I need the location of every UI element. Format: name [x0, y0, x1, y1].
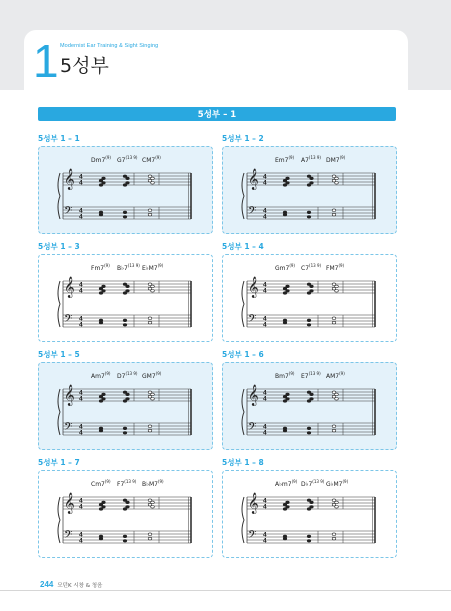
note-head	[123, 211, 127, 214]
chord-extension: (13 9)	[124, 479, 137, 484]
note-head	[307, 319, 311, 322]
note-head	[332, 429, 336, 432]
note-head	[286, 501, 290, 504]
grand-staff	[223, 471, 396, 557]
note-head	[310, 182, 314, 185]
time-signature-top: 4	[79, 389, 83, 397]
note-head	[307, 211, 311, 214]
chord-root: A7	[301, 157, 309, 164]
note-head	[123, 283, 127, 286]
note-head	[148, 283, 152, 286]
treble-clef: 𝄞	[64, 385, 75, 406]
time-signature-bottom: 4	[263, 287, 267, 295]
brace	[58, 281, 60, 327]
time-signature-bottom: 4	[79, 537, 83, 545]
exercise-label: 5성부 1 – 6	[222, 350, 264, 359]
note-head	[148, 425, 152, 428]
brace	[242, 173, 244, 219]
time-signature-bottom: 4	[263, 503, 267, 511]
time-signature-top: 4	[263, 281, 267, 289]
time-signature-bottom: 4	[263, 321, 267, 329]
chord-extension: (13 9)	[309, 263, 322, 268]
chord-extension: (9)	[104, 479, 111, 484]
note-head	[123, 535, 127, 538]
time-signature-top: 4	[79, 315, 83, 323]
chord-extension: (9)	[157, 479, 164, 484]
chapter-number: 1	[33, 35, 59, 87]
time-signature-bottom: 4	[263, 537, 267, 545]
note-head	[148, 175, 152, 178]
bass-clef: 𝄢	[248, 205, 257, 220]
treble-clef: 𝄞	[248, 277, 259, 298]
note-head	[283, 211, 287, 214]
time-signature-top: 4	[79, 497, 83, 505]
note-head	[307, 535, 311, 538]
chord-extension: (9)	[339, 155, 346, 160]
treble-clef: 𝄞	[64, 493, 75, 514]
treble-clef: 𝄞	[64, 169, 75, 190]
note-head	[307, 427, 311, 430]
footer-divider	[0, 590, 451, 591]
note-head	[123, 499, 127, 502]
treble-clef: 𝄞	[248, 169, 259, 190]
note-head	[332, 425, 336, 428]
time-signature-top: 4	[79, 207, 83, 215]
exercise-box	[38, 254, 213, 342]
exercise-label: 5성부 1 – 4	[222, 242, 264, 251]
note-head	[148, 537, 152, 540]
time-signature-bottom: 4	[263, 395, 267, 403]
note-head	[126, 182, 130, 185]
exercise-label: 5성부 1 – 8	[222, 458, 264, 467]
page-number: 244	[40, 580, 54, 589]
chord-root: G7	[117, 157, 126, 164]
grand-staff	[39, 255, 212, 341]
time-signature-top: 4	[79, 173, 83, 181]
note-head	[148, 391, 152, 394]
brace	[58, 389, 60, 435]
bass-clef: 𝄢	[64, 529, 73, 544]
note-head	[307, 175, 311, 178]
grand-staff	[39, 471, 212, 557]
treble-clef: 𝄞	[64, 277, 75, 298]
chord-root: CM7	[142, 157, 156, 164]
note-head	[148, 209, 152, 212]
chord-extension: (9)	[342, 479, 349, 484]
chord-extension: (9)	[155, 371, 162, 376]
note-head	[123, 216, 127, 219]
time-signature-top: 4	[79, 423, 83, 431]
chord-extension: (9)	[338, 263, 345, 268]
chord-root: E7	[301, 373, 309, 380]
exercise-label: 5성부 1 – 2	[222, 134, 264, 143]
note-head	[332, 533, 336, 536]
grand-staff	[223, 363, 396, 449]
bass-clef: 𝄢	[64, 205, 73, 220]
note-head	[332, 175, 336, 178]
note-head	[307, 499, 311, 502]
time-signature-top: 4	[79, 531, 83, 539]
bass-clef: 𝄢	[248, 529, 257, 544]
note-head	[123, 540, 127, 543]
chord-root: G♭M7	[326, 481, 343, 488]
header-subtitle: Modernist Ear Training & Sight Singing	[60, 43, 159, 49]
chord-extension: (13 9)	[125, 155, 138, 160]
time-signature-bottom: 4	[79, 503, 83, 511]
chord-root: FM7	[326, 265, 339, 272]
note-head	[102, 393, 106, 396]
note-head	[102, 177, 106, 180]
note-head	[310, 506, 314, 509]
chord-root: Fm7	[91, 265, 105, 272]
note-head	[123, 391, 127, 394]
note-head	[332, 209, 336, 212]
note-head	[148, 499, 152, 502]
note-head	[99, 427, 103, 430]
chord-root: C7	[301, 265, 310, 272]
note-head	[99, 535, 103, 538]
chord-root: Bm7	[275, 373, 289, 380]
grand-staff	[39, 363, 212, 449]
note-head	[286, 177, 290, 180]
chord-extension: (13 9)	[127, 263, 140, 268]
time-signature-top: 4	[79, 281, 83, 289]
exercise-box	[38, 146, 213, 234]
chord-root: GM7	[142, 373, 156, 380]
note-head	[307, 324, 311, 327]
note-head	[148, 317, 152, 320]
grand-staff	[223, 147, 396, 233]
note-head	[123, 432, 127, 435]
time-signature-top: 4	[263, 173, 267, 181]
bass-clef: 𝄢	[64, 421, 73, 436]
exercise-box	[222, 146, 397, 234]
section-title-bar	[38, 107, 396, 121]
time-signature-bottom: 4	[263, 179, 267, 187]
time-signature-top: 4	[263, 497, 267, 505]
chord-extension: (9)	[104, 263, 110, 268]
note-head	[307, 283, 311, 286]
time-signature-top: 4	[263, 423, 267, 431]
brace	[242, 497, 244, 543]
chord-root: AM7	[326, 373, 340, 380]
chord-extension: (9)	[157, 263, 164, 268]
note-head	[307, 391, 311, 394]
note-head	[123, 427, 127, 430]
exercise-box	[222, 362, 397, 450]
page-title: 5성부	[60, 55, 109, 77]
exercise-box	[38, 362, 213, 450]
note-head	[283, 319, 287, 322]
chord-root: Gm7	[275, 265, 290, 272]
exercise-box	[222, 470, 397, 558]
note-head	[310, 290, 314, 293]
note-head	[332, 321, 336, 324]
brace	[58, 173, 60, 219]
note-head	[307, 432, 311, 435]
time-signature-bottom: 4	[79, 321, 83, 329]
chord-extension: (9)	[288, 155, 295, 160]
time-signature-bottom: 4	[263, 213, 267, 221]
footer	[40, 580, 102, 589]
grand-staff	[223, 255, 396, 341]
chord-extension: (9)	[288, 371, 295, 376]
note-head	[332, 317, 336, 320]
note-head	[332, 499, 336, 502]
chord-extension: (9)	[291, 479, 298, 484]
brace	[242, 389, 244, 435]
chord-extension: (13 9)	[312, 479, 325, 484]
note-head	[123, 319, 127, 322]
note-head	[123, 324, 127, 327]
note-head	[286, 285, 290, 288]
exercise-box	[38, 470, 213, 558]
note-head	[99, 319, 103, 322]
chord-root: D♭7	[301, 481, 313, 488]
brace	[58, 497, 60, 543]
note-head	[332, 391, 336, 394]
chord-root: DM7	[326, 157, 340, 164]
time-signature-top: 4	[263, 315, 267, 323]
chord-root: Em7	[275, 157, 289, 164]
note-head	[307, 540, 311, 543]
note-head	[99, 211, 103, 214]
exercise-label: 5성부 1 – 7	[38, 458, 80, 467]
note-head	[310, 398, 314, 401]
note-head	[102, 501, 106, 504]
note-head	[283, 535, 287, 538]
chord-root: E♭M7	[142, 265, 158, 272]
chord-root: A♭m7	[275, 481, 292, 488]
chord-extension: (9)	[289, 263, 295, 268]
note-head	[148, 213, 152, 216]
note-head	[307, 216, 311, 219]
chord-extension: (9)	[104, 371, 111, 376]
note-head	[332, 537, 336, 540]
note-head	[286, 393, 290, 396]
chord-root: B♭7	[117, 265, 128, 272]
note-head	[123, 175, 127, 178]
section-title: 5성부 – 1	[197, 110, 237, 120]
exercise-box	[222, 254, 397, 342]
note-head	[332, 283, 336, 286]
grand-staff	[39, 147, 212, 233]
brace	[242, 281, 244, 327]
chord-extension: (9)	[339, 371, 345, 376]
note-head	[126, 398, 130, 401]
time-signature-bottom: 4	[79, 429, 83, 437]
bass-clef: 𝄢	[248, 313, 257, 328]
chord-root: D7	[117, 373, 126, 380]
time-signature-bottom: 4	[79, 287, 83, 295]
chord-extension: (9)	[155, 155, 161, 160]
chord-extension: (9)	[105, 155, 111, 160]
treble-clef: 𝄞	[248, 493, 259, 514]
note-head	[102, 285, 106, 288]
chord-extension: (13 9)	[308, 371, 321, 376]
note-head	[148, 321, 152, 324]
note-head	[332, 213, 336, 216]
chord-root: F7	[117, 481, 125, 488]
exercise-label: 5성부 1 – 5	[38, 350, 80, 359]
chord-root: Am7	[91, 373, 105, 380]
exercise-label: 5성부 1 – 1	[38, 134, 80, 143]
time-signature-bottom: 4	[79, 179, 83, 187]
time-signature-bottom: 4	[263, 429, 267, 437]
chord-extension: (13 9)	[125, 371, 138, 376]
chord-extension: (13 9)	[308, 155, 321, 160]
note-head	[283, 427, 287, 430]
note-head	[148, 533, 152, 536]
treble-clef: 𝄞	[248, 385, 259, 406]
time-signature-top: 4	[263, 531, 267, 539]
footer-book-title: 모던K 시창 & 청음	[57, 582, 103, 589]
chord-root: Cm7	[91, 481, 105, 488]
bass-clef: 𝄢	[248, 421, 257, 436]
note-head	[126, 290, 130, 293]
time-signature-bottom: 4	[79, 213, 83, 221]
time-signature-bottom: 4	[79, 395, 83, 403]
time-signature-top: 4	[263, 389, 267, 397]
note-head	[126, 506, 130, 509]
bass-clef: 𝄢	[64, 313, 73, 328]
time-signature-top: 4	[263, 207, 267, 215]
chord-root: Dm7	[91, 157, 106, 164]
chord-root: B♭M7	[142, 481, 158, 488]
exercise-label: 5성부 1 – 3	[38, 242, 80, 251]
note-head	[148, 429, 152, 432]
